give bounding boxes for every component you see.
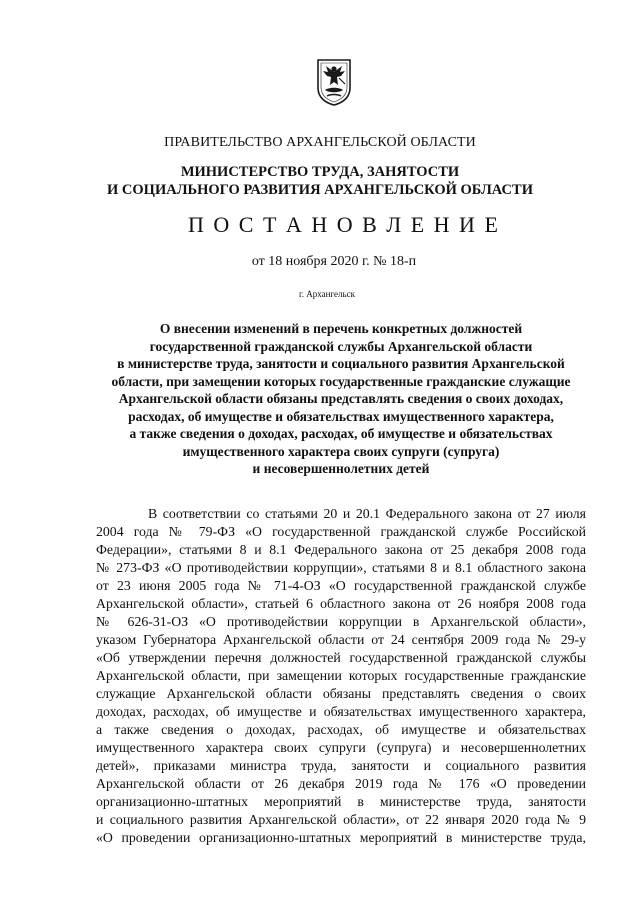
coat-of-arms-icon [315, 58, 353, 106]
document-type-letter: Е [484, 212, 498, 237]
body-line: Архангельской области», статьей 6 областного закона от 26 ноября 2008 года [96, 596, 586, 611]
body-line: детей», приказами министра труда, занятости и социального развития [96, 758, 586, 773]
document-date-number: от 18 ноября 2020 г. № 18-п [251, 254, 417, 269]
body-line: 2004 года № 79-ФЗ «О государственной гражданской службе Российской [96, 524, 586, 539]
document-type-letter: П [188, 212, 204, 237]
document-type-letter: Е [410, 212, 425, 237]
body-line: указом Губернатора Архангельской области от 24 сентября 2009 года № 29-у [96, 632, 586, 647]
body-line: от 23 июня 2005 года № 71-4-ОЗ «О государственной гражданской службе [96, 578, 586, 593]
body-line: «Об утверждении перечня должностей государственной гражданской службы [96, 650, 586, 665]
body-line: В соответствии со статьями 20 и 20.1 Федерального закона от 27 июля [148, 506, 586, 521]
title-line: государственной гражданской службы Архангельской области [149, 338, 533, 354]
document-type-letter: О [213, 212, 230, 237]
body-line: Архангельской области, при замещении которых государственные гражданские [96, 668, 586, 683]
title-line: О внесении изменений в перечень конкретных должностей [159, 321, 523, 336]
body-line: доходах, расходах, об имуществе и обязательствах имущественного характера, [96, 704, 586, 719]
document-type-letter: А [285, 212, 302, 237]
title-line: Архангельской области обязаны представлять сведения о своих доходах, [118, 391, 564, 406]
document-type-letter: Т [262, 212, 277, 237]
document-type-letter: Н [311, 212, 328, 237]
body-line: «О проведении организационно-штатных мероприятий в министерстве труда, [96, 830, 586, 845]
document-type-letter: О [336, 212, 353, 237]
body-line: Федерации», статьями 8 и 8.1 Федерального закона от 25 декабря 2008 года [96, 542, 586, 557]
document-type-letter: В [362, 212, 377, 237]
body-line: № 626-31-ОЗ «О противодействии коррупции в Архангельской области», [96, 614, 586, 629]
ministry-name-line: МИНИСТЕРСТВО ТРУДА, ЗАНЯТОСТИ [180, 164, 460, 180]
document-title [96, 320, 586, 478]
title-line: а также сведения о доходах, расходах, об имуществе и обязательствах [129, 426, 553, 441]
document-type-letter: Л [386, 212, 402, 237]
document-body [96, 505, 586, 847]
ministry-name-line: И СОЦИАЛЬНОГО РАЗВИТИЯ АРХАНГЕЛЬСКОЙ ОБЛАСТИ [107, 182, 533, 198]
body-line: и социального развития Архангельской области», от 22 января 2020 года № 9 [96, 812, 586, 827]
document-type-letter: С [238, 212, 254, 237]
document-type-letter: Н [433, 212, 450, 237]
title-line: имущественного характера своих супруги (супруга) [182, 443, 500, 459]
body-line: № 273-ФЗ «О противодействии коррупции», статьями 8 и 8.1 областного закона [96, 560, 586, 575]
title-line: и несовершеннолетних детей [252, 461, 430, 476]
document-city: г. Архангельск [299, 289, 355, 299]
body-line: организационно-штатных мероприятий в министерстве труда, занятости [96, 794, 586, 809]
title-line: расходах, об имуществе и обязательствах имущественного характера, [128, 408, 554, 424]
document-type-letter: И [459, 212, 475, 237]
body-line: Архангельской области от 26 декабря 2019 года № 176 «О проведении [96, 776, 586, 791]
body-line: имущественного характера своих супруги (супруга) и несовершеннолетних [96, 740, 586, 755]
body-line: а также сведения о доходах, расходах, об имуществе и обязательствах [96, 722, 586, 737]
document-type [188, 212, 498, 238]
ministry-name [0, 163, 640, 199]
title-line: области, при замещении которых государственные гражданские служащие [111, 373, 571, 389]
title-line: в министерстве труда, занятости и социального развития Архангельской [117, 356, 565, 371]
government-name: ПРАВИТЕЛЬСТВО АРХАНГЕЛЬСКОЙ ОБЛАСТИ [164, 135, 476, 150]
body-line: служащие Архангельской области обязаны представлять сведения о своих [96, 686, 586, 701]
